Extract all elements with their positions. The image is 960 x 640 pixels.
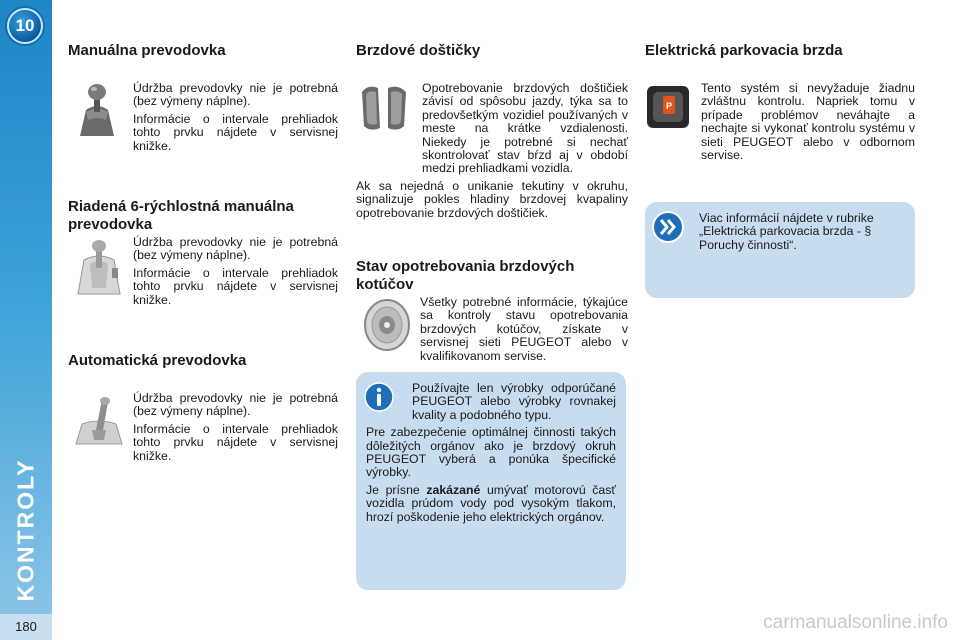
chapter-number-badge: 10	[7, 8, 43, 44]
brake-pads-text	[356, 82, 628, 224]
section-title-manual-gearbox: Manuálna prevodovka	[68, 42, 226, 59]
info-note-p1: Používajte len výrobky odporúčané PEUGEOT alebo výrobky rovnakej kvality a podobného typu.	[412, 381, 616, 422]
manual-gearbox-text	[133, 82, 338, 157]
brake-discs-text	[420, 296, 628, 367]
reference-p1: Viac informácií nájdete v rubrike „Elektrická parkovacia brzda - § Poruchy činnosti“.	[699, 211, 874, 252]
chapter-sidebar	[0, 0, 52, 640]
chevron-right-icon	[651, 210, 685, 244]
info-note-p3-bold: zakázané	[426, 482, 481, 497]
info-note-text	[366, 382, 616, 528]
section-title-brake-pads: Brzdové doštičky	[356, 42, 481, 59]
watermark: carmanualsonline.info	[763, 612, 948, 633]
automatic-gearbox-p2: Informácie o intervale prehliadok tohto prvku nájdete v servisnej knižke.	[133, 421, 338, 463]
manual-gearbox-p2: Informácie o intervale prehliadok tohto prvku nájdete v servisnej knižke.	[133, 111, 338, 153]
page-number: 180	[0, 614, 52, 640]
gearstick-icon	[72, 82, 122, 138]
reference-text	[699, 212, 907, 256]
robotic-gearbox-icon	[72, 238, 126, 296]
parking-brake-p1: Tento systém si nevyžaduje žiadnu zvláštnu kontrolu. Napriek tomu v prípade problémov neváhajte a nechajte si vykonať kontrolu systému v sieti PEUGEOT alebo v odbornom servise.	[701, 81, 915, 163]
manual-gearbox-p1: Údržba prevodovky nie je potrebná (bez výmeny náplne).	[133, 81, 338, 109]
robotic-gearbox-p1: Údržba prevodovky nie je potrebná (bez výmeny náplne).	[133, 235, 338, 263]
info-note-p3-end: umývať motorovú časť vozidla prúdom vody pod vysokým tlakom, hrozí poškodenie jeho elektrických orgánov.	[366, 482, 616, 524]
chapter-title-text: KONTROLY	[12, 458, 39, 602]
section-title-robotic-gearbox: Riadená 6-rýchlostná manuálna prevodovka	[68, 198, 294, 233]
robotic-gearbox-p2: Informácie o intervale prehliadok tohto prvku nájdete v servisnej knižke.	[133, 265, 338, 307]
info-note-p3	[366, 484, 616, 524]
section-title-brake-discs: Stav opotrebovania brzdových kotúčov	[356, 258, 575, 293]
brake-pads-p1: Opotrebovanie brzdových doštičiek závisí od spôsobu jazdy, týka sa to predovšetkým vozidiel používaných v meste na krátke vzdialenosti. Niekedy je potrebné si nechať skontrolovať stav bŕzd aj v období medzi prehliadkami vozidla.	[422, 81, 628, 176]
chapter-title	[4, 460, 48, 600]
automatic-selector-icon	[72, 394, 126, 446]
brake-discs-p1: Všetky potrebné informácie, týkajúce sa kontroly stavu opotrebovania brzdových kotúčov, získate v servisnej sieti PEUGEOT alebo v kvalifikovanom servise.	[420, 295, 628, 363]
svg-text:P: P	[665, 101, 673, 111]
reference-box	[645, 202, 915, 298]
info-note-p2: Pre zabezpečenie optimálnej činnosti takých dôležitých orgánov ako je brzdový okruh PEUGEOT vyberá a ponúka špecifické výrobky.	[366, 425, 616, 480]
parking-brake-text	[645, 82, 915, 166]
brake-disc-icon	[362, 298, 412, 352]
automatic-gearbox-p1: Údržba prevodovky nie je potrebná (bez výmeny náplne).	[133, 391, 338, 419]
automatic-gearbox-text	[133, 392, 338, 467]
section-title-parking-brake: Elektrická parkovacia brzda	[645, 42, 843, 59]
brake-pads-p2: Ak sa nejedná o unikanie tekutiny v okruhu, signalizuje pokles hladiny brzdovej kvapaliny opotrebovanie brzdových doštičiek.	[356, 178, 628, 220]
info-note-p3-start: Je prísne	[366, 482, 427, 497]
info-note-box	[356, 372, 626, 590]
section-title-automatic-gearbox: Automatická prevodovka	[68, 352, 247, 369]
robotic-gearbox-text	[133, 236, 338, 311]
